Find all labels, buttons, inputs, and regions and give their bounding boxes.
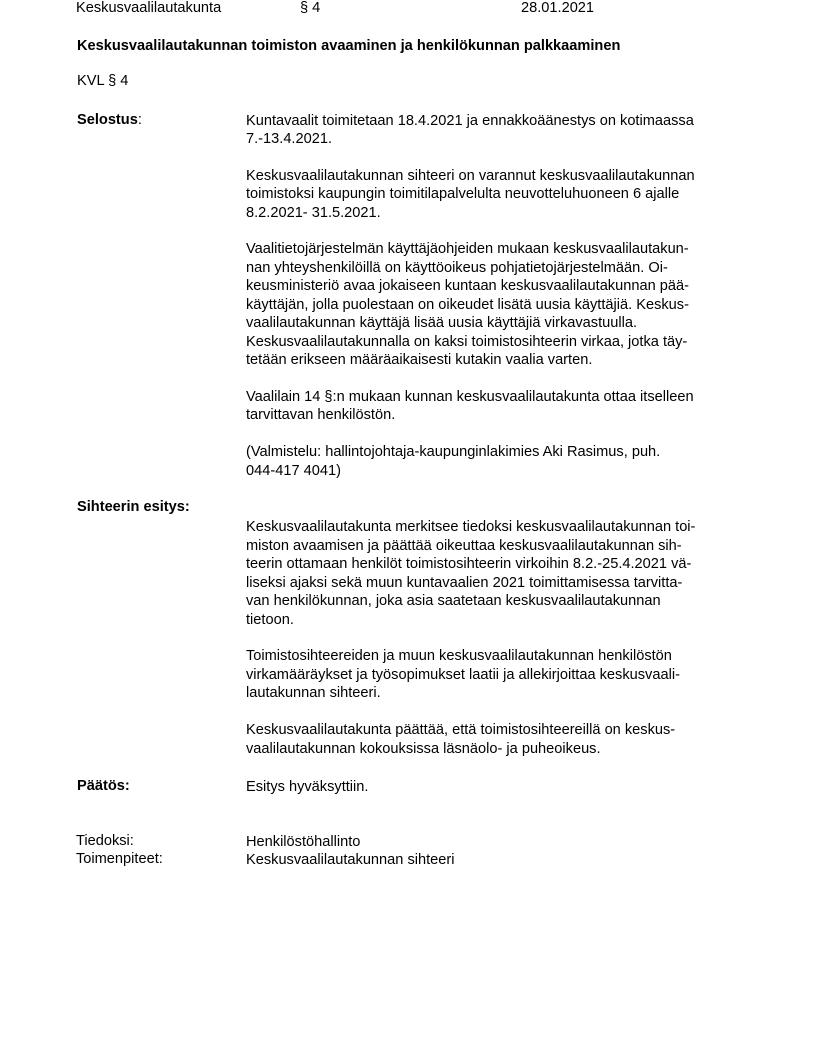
selostus-p3-line2: nan yhteyshenkilöillä on käyttöoikeus pohjatietojärjestelmään. Oi- [246,260,668,276]
selostus-p1-line2: 7.-13.4.2021. [246,131,333,147]
selostus-p2-line2: toimistoksi kaupungin toimitilapalvelulta neuvotteluhuoneen 6 ajalle [246,186,680,202]
esitys-p2-line1: Toimistosihteereiden ja muun keskusvaalilautakunnan henkilöstön [246,648,672,664]
selostus-label [77,112,142,128]
esitys-p1-line2: miston avaamisen ja päättää oikeuttaa keskusvaalilautakunnan sih- [246,538,682,554]
toimenpiteet-value: Keskusvaalilautakunnan sihteeri [246,852,455,868]
esitys-p3-line2: vaalilautakunnan kokouksissa läsnäolo- ja puheoikeus. [246,741,601,757]
header-date: 28.01.2021 [521,0,595,16]
header-section: § 4 [300,0,321,16]
esitys-p1-line5: van henkilökunnan, joka asia saatetaan keskusvaalilautakunnan [246,593,661,609]
esitys-p1-line4: liseksi ajaksi sekä muun kuntavaalien 2021 toimittamisessa tarvitta- [246,575,683,591]
selostus-p2-line3: 8.2.2021- 31.5.2021. [246,205,381,221]
selostus-p5-line1: (Valmistelu: hallintojohtaja-kaupunginlakimies Aki Rasimus, puh. [246,444,661,460]
selostus-p5-line2: 044-417 4041) [246,463,341,479]
selostus-p3-line1: Vaalitietojärjestelmän käyttäjäohjeiden mukaan keskusvaalilautakun- [246,241,689,257]
esitys-label: Sihteerin esitys: [77,499,190,515]
selostus-p4-line2: tarvittavan henkilöstön. [246,407,396,423]
tiedoksi-label: Tiedoksi: [76,833,134,849]
esitys-p1-line6: tietoon. [246,612,294,628]
selostus-p4-line1: Vaalilain 14 §:n mukaan kunnan keskusvaalilautakunta ottaa itselleen [246,389,694,405]
header-committee: Keskusvaalilautakunta [76,0,222,16]
toimenpiteet-label: Toimenpiteet: [76,851,163,867]
selostus-label-colon: : [137,112,142,128]
selostus-p1-line1: Kuntavaalit toimitetaan 18.4.2021 ja ennakkoäänestys on kotimaassa [246,113,694,129]
selostus-p3-line4: käyttäjän, jolla puolestaan on oikeudet lisätä uusia käyttäjiä. Keskus- [246,297,689,313]
esitys-p1-line3: teerin ottamaan henkilöt toimistosihteerin virkoihin 8.2.-25.4.2021 vä- [246,556,692,572]
esitys-p3-line1: Keskusvaalilautakunta päättää, että toimistosihteereillä on keskus- [246,722,676,738]
esitys-p2-line2: virkamääräykset ja työsopimukset laatii ja allekirjoittaa keskusvaali- [246,667,680,683]
selostus-p3-line3: keusministeriö avaa jokaiseen kuntaan keskusvaalilautakunnan pää- [246,278,689,294]
reference-number: KVL § 4 [77,73,129,89]
selostus-p3-line7: tetään erikseen määräaikaisesti kutakin vaalia varten. [246,352,593,368]
paatos-label: Päätös: [77,778,130,794]
paatos-text: Esitys hyväksyttiin. [246,779,369,795]
esitys-p2-line3: lautakunnan sihteeri. [246,685,381,701]
selostus-p3-line6: Keskusvaalilautakunnalla on kaksi toimistosihteerin virkaa, jotka täy- [246,334,688,350]
selostus-label-text: Selostus [77,112,138,128]
esitys-p1-line1: Keskusvaalilautakunta merkitsee tiedoksi keskusvaalilautakunnan toi- [246,519,696,535]
selostus-p3-line5: vaalilautakunnan käyttäjä lisää uusia käyttäjiä virkavastuulla. [246,315,638,331]
document-title: Keskusvaalilautakunnan toimiston avaaminen ja henkilökunnan palkkaaminen [77,38,621,54]
selostus-p2-line1: Keskusvaalilautakunnan sihteeri on varannut keskusvaalilautakunnan [246,168,695,184]
tiedoksi-value: Henkilöstöhallinto [246,834,361,850]
